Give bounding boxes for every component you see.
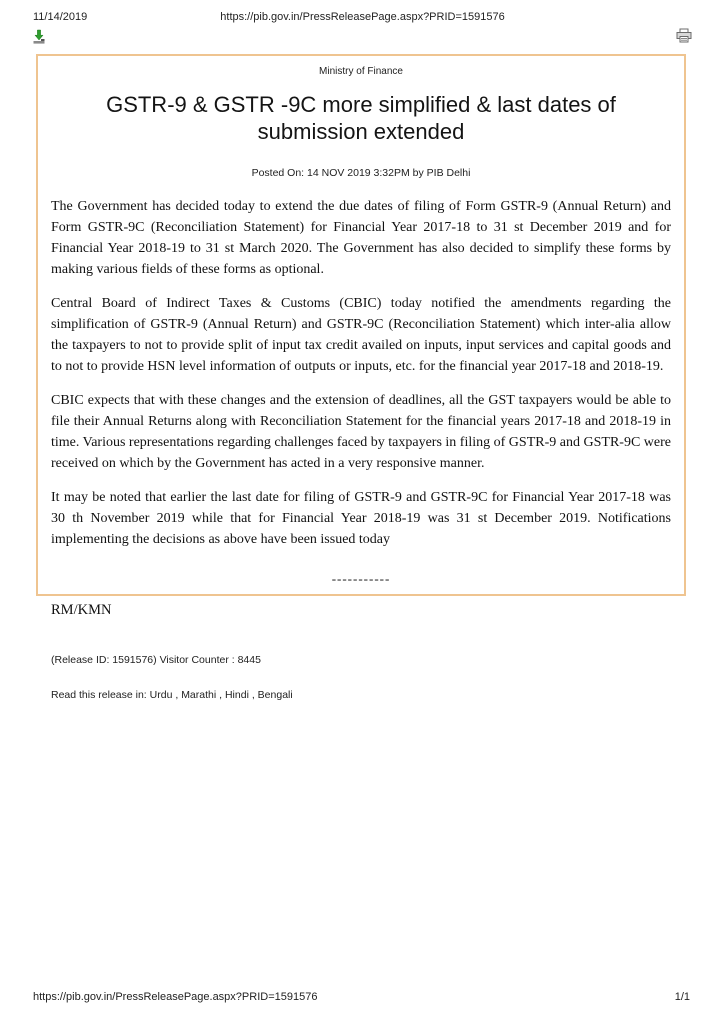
comma-separator: , <box>172 688 182 701</box>
print-header-url: https://pib.gov.in/PressReleasePage.aspx?PRID=1591576 <box>220 11 505 23</box>
language-link-urdu[interactable]: Urdu <box>149 688 173 701</box>
read-in-line <box>51 689 671 701</box>
ministry-label: Ministry of Finance <box>319 66 403 77</box>
language-link-hindi[interactable]: Hindi <box>224 688 249 701</box>
release-body <box>51 196 671 550</box>
paragraph: The Government has decided today to extend the due dates of filing of Form GSTR-9 (Annual Return) and Form GSTR-9C (Reconciliation Statement) for Financial Year 2017-18 to 31 st December 2019 and for Financial Year 2018-19 to 31 st March 2020. The Government has also decided to simplify these forms by making various fields of these forms as optional. <box>51 198 671 277</box>
page-title: GSTR-9 & GSTR -9C more simplified & last dates of submission extended <box>106 92 616 144</box>
paragraph: It may be noted that earlier the last date for filing of GSTR-9 and GSTR-9C for Financial Year 2017-18 was 30 th November 2019 while that for Financial Year 2018-19 was 31 st December 2019. Notifications implementing the decisions as above have been issued today <box>51 489 671 547</box>
printer-icon[interactable] <box>676 28 692 43</box>
read-in-label: Read this release in: <box>51 688 147 701</box>
comma-separator: , <box>216 688 225 701</box>
print-header <box>0 11 725 23</box>
signoff-initials: RM/KMN <box>51 601 112 618</box>
print-date: 11/14/2019 <box>33 11 88 23</box>
paragraph: Central Board of Indirect Taxes & Customs (CBIC) today notified the amendments regarding the simplification of GSTR-9 (Annual Return) and GSTR-9C (Reconciliation Statement) which inter-alia allow the taxpayers to not to provide split of input tax credit availed on inputs, input services and capital goods and to not to provide HSN level information of outputs or inputs, etc. for the financial year 2017-18 and 2018-19. <box>51 295 671 374</box>
download-icon[interactable] <box>32 29 46 44</box>
press-release-box <box>36 54 686 701</box>
page-number: 1/1 <box>674 991 690 1003</box>
language-link-marathi[interactable]: Marathi <box>181 688 217 701</box>
comma-separator: , <box>248 688 258 701</box>
language-link-bengali[interactable]: Bengali <box>257 688 293 701</box>
dash-separator: ----------- <box>331 570 391 586</box>
print-footer-url: https://pib.gov.in/PressReleasePage.aspx?PRID=1591576 <box>33 991 318 1003</box>
release-id-line: (Release ID: 1591576) Visitor Counter : 8445 <box>51 653 261 666</box>
paragraph: CBIC expects that with these changes and the extension of deadlines, all the GST taxpayers would be able to file their Annual Returns along with Reconciliation Statement for the financial years 2017-18 and 2018-19 in time. Various representations regarding challenges faced by taxpayers in filing of GSTR-9 and GSTR-9C were received on which by the Government has acted in a very responsive manner. <box>51 392 671 471</box>
posted-on-label: Posted On: 14 NOV 2019 3:32PM by PIB Delhi <box>251 166 471 179</box>
